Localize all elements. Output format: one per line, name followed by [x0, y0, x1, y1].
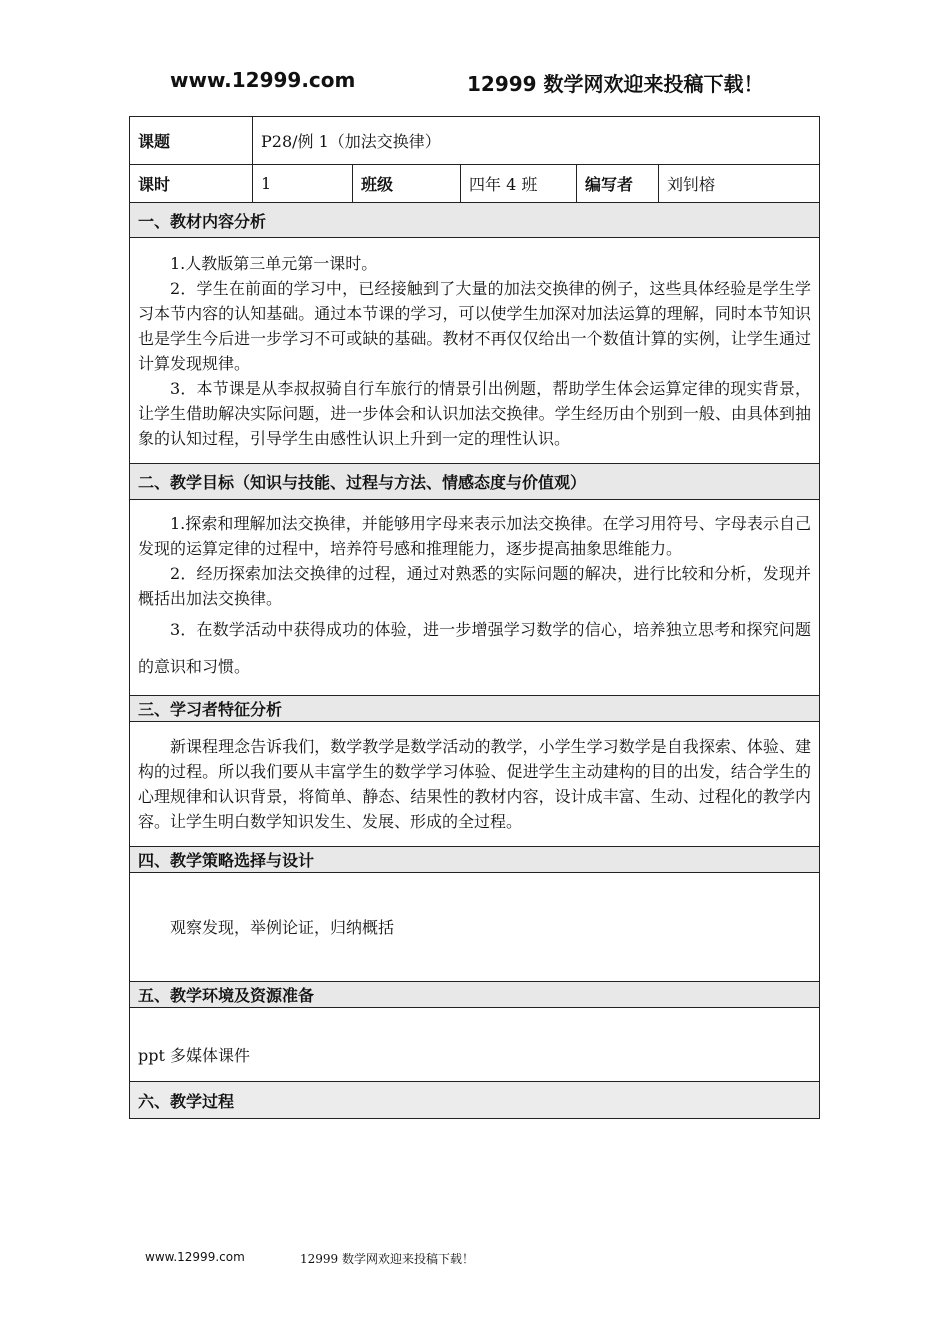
paragraph: 观察发现，举例论证，归纳概括 — [170, 917, 395, 937]
author-label: 编写者 — [577, 165, 659, 203]
section-body-strategy — [130, 873, 820, 982]
topic-value: P28/例 1（加法交换律） — [253, 117, 820, 165]
paragraph: 3．在数学活动中获得成功的体验，进一步增强学习数学的信心，培养独立思考和探究问题的意识和习惯。 — [138, 619, 811, 676]
paragraph: 1.人教版第三单元第一课时。 — [170, 253, 378, 273]
period-value: 1 — [253, 165, 353, 203]
section-title-content-analysis: 一、教材内容分析 — [130, 203, 820, 238]
period-label: 课时 — [130, 165, 253, 203]
section-body-resources — [130, 1008, 820, 1082]
section-title-strategy: 四、教学策略选择与设计 — [130, 847, 820, 873]
paragraph: 2．经历探索加法交换律的过程，通过对熟悉的实际问题的解决，进行比较和分析，发现并概括出加法交换律。 — [138, 563, 811, 608]
topic-label: 课题 — [130, 117, 253, 165]
paragraph: 新课程理念告诉我们，数学教学是数学活动的教学，小学生学习数学是自我探索、体验、建构的过程。所以我们要从丰富学生的数学学习体验、促进学生主动建构的目的出发，结合学生的心理规律和认识背景，将简单、静态、结果性的教材内容，设计成丰富、生动、过程化的教学内容。让学生明白数学知识发生、发展、形成的全过程。 — [138, 737, 811, 831]
section-title-learner-analysis: 三、学习者特征分析 — [130, 696, 820, 722]
paragraph: 2．学生在前面的学习中，已经接触到了大量的加法交换律的例子，这些具体经验是学生学习本节内容的认知基础。通过本节课的学习，可以使学生加深对加法运算的理解，同时本节知识也是学生今后进一步学习不可或缺的基础。教材不再仅仅给出一个数值计算的实例，让学生通过计算发现规律。 — [138, 278, 811, 373]
paragraph: 3．本节课是从李叔叔骑自行车旅行的情景引出例题，帮助学生体会运算定律的现实背景，让学生借助解决实际问题，进一步体会和认识加法交换律。学生经历由个别到一般、由具体到抽象的认知过程，引导学生由感性认识上升到一定的理性认识。 — [138, 378, 811, 448]
header-slogan: 12999 数学网欢迎来投稿下载！ — [467, 72, 764, 96]
section-title-process: 六、教学过程 — [130, 1082, 820, 1119]
author-value: 刘钊榕 — [659, 165, 820, 203]
footer-slogan: 12999 数学网欢迎来投稿下载！ — [300, 1252, 474, 1266]
class-value: 四年 4 班 — [461, 165, 577, 203]
footer-site: www.12999.com — [145, 1250, 245, 1264]
section-title-resources: 五、教学环境及资源准备 — [130, 982, 820, 1008]
paragraph: 1.探索和理解加法交换律，并能够用字母来表示加法交换律。在学习用符号、字母表示自己发现的运算定律的过程中，培养符号感和推理能力，逐步提高抽象思维能力。 — [138, 513, 811, 558]
section-body-objectives — [130, 500, 820, 696]
section-title-objectives: 二、教学目标（知识与技能、过程与方法、情感态度与价值观） — [130, 464, 820, 500]
paragraph: ppt 多媒体课件 — [138, 1046, 251, 1065]
page-header — [0, 66, 950, 98]
topic-row — [130, 117, 820, 165]
section-body-content-analysis — [130, 238, 820, 464]
header-site: www.12999.com — [170, 68, 356, 92]
lesson-plan-table — [129, 116, 820, 1119]
meta-row — [130, 165, 820, 203]
class-label: 班级 — [353, 165, 461, 203]
section-body-learner-analysis — [130, 722, 820, 847]
